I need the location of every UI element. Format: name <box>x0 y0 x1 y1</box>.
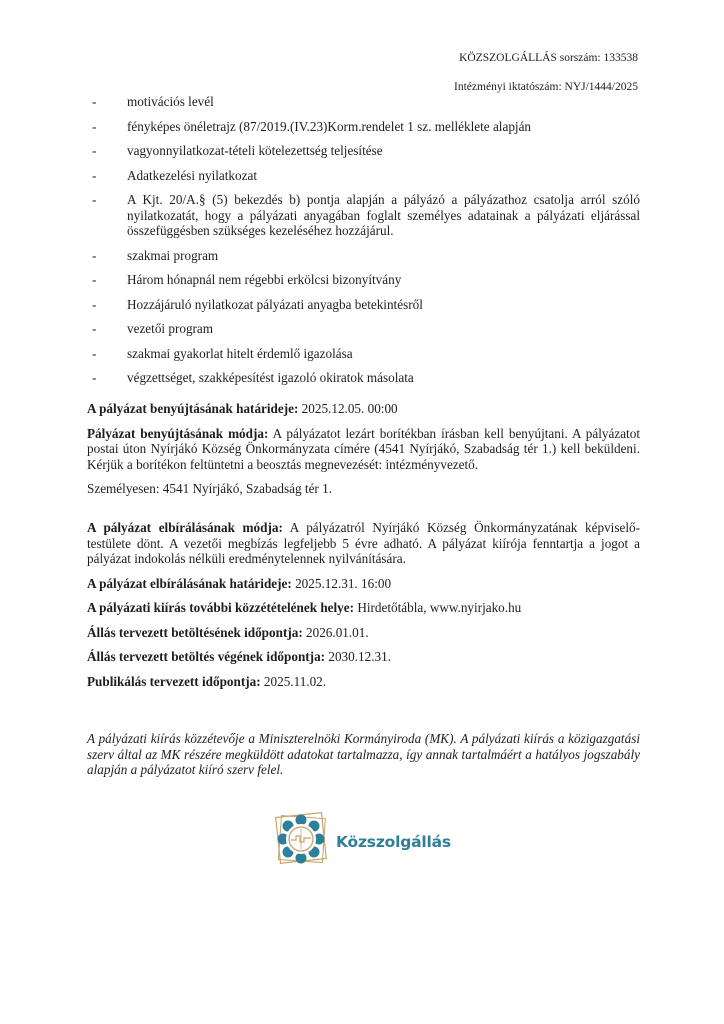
evaluation-method: A pályázat elbírálásának módja: A pályázatról Nyírjákó Község Önkormányzatának képviselő-testülete dönt. A vezetői megbízás legfeljebb 5 évre adható. A pályázat kiírója fenntartja a jogot a pályázat indokolás nélküli eredménytelennek nyilvánítására. <box>87 520 640 566</box>
submission-in-person: Személyesen: 4541 Nyírjákó, Szabadság tér 1. <box>87 481 332 496</box>
planned-start: Állás tervezett betöltésének időpontja: 2026.01.01. <box>87 624 369 640</box>
kozszolgallas-emblem-icon <box>272 810 330 873</box>
publisher-note: A pályázati kiírás közzétevője a Miniszterelnöki Kormányiroda (MK). A pályázati kiírás a közigazgatási szerv által az MK részére megküldött adatokat tartalmazza, így annak tartalmáért a hatályos jogszabály alapján a pályázatot kiíró szerv felel. <box>87 731 640 777</box>
list-item: - Három hónapnál nem régebbi erkölcsi bizonyítvány <box>92 272 402 287</box>
evaluation-section <box>87 520 640 698</box>
logo-text: Közszolgállás <box>336 832 451 851</box>
publication-place: A pályázati kiírás további közzétételének helye: Hirdetőtábla, www.nyirjako.hu <box>87 600 522 615</box>
planned-publication: Publikálás tervezett időpontja: 2025.11.02. <box>87 673 327 689</box>
list-item: - fényképes önéletrajz (87/2019.(IV.23)Korm.rendelet 1 sz. melléklete alapján <box>92 118 532 134</box>
submission-method: Pályázat benyújtásának módja: A pályázatot lezárt borítékban írásban kell benyújtani. A pályázatot postai úton Nyírjákó Község Önkormányzata címére (4541 Nyírjákó, Szabadság tér 1.) kell beküldeni. Kérjük a borítékon feltüntetni a beosztás megnevezését: intézményvezető. <box>87 425 640 472</box>
serial-number: KÖZSZOLGÁLLÁS sorszám: 133538 <box>459 52 638 64</box>
kozszolgallas-logo <box>272 810 451 873</box>
list-item: - vezetői program <box>92 321 214 336</box>
list-item: - vagyonnyilatkozat-tételi kötelezettség teljesítése <box>92 143 383 158</box>
list-item: - szakmai program <box>92 247 219 263</box>
submission-deadline: A pályázat benyújtásának határideje: 2025.12.05. 00:00 <box>87 401 398 416</box>
filing-number: Intézményi iktatószám: NYJ/1444/2025 <box>454 81 638 93</box>
required-documents-list <box>92 94 640 395</box>
list-item: - Adatkezelési nyilatkozat <box>92 167 257 183</box>
submission-section <box>87 401 640 506</box>
evaluation-deadline: A pályázat elbírálásának határideje: 2025.12.31. 16:00 <box>87 575 392 591</box>
planned-end: Állás tervezett betöltés végének időpontja: 2030.12.31. <box>87 649 391 664</box>
list-item: - motivációs levél <box>92 94 214 109</box>
list-item: - A Kjt. 20/A.§ (5) bekezdés b) pontja alapján a pályázó a pályázathoz csatolja arról szóló nyilatkozatát, hogy a pályázati anyagában foglalt személyes adatainak a pályázati eljárással összefüggésben szükséges kezeléséhez hozzájárul. <box>92 192 640 238</box>
list-item: - szakmai gyakorlat hitelt érdemlő igazolása <box>92 345 353 361</box>
list-item: - végzettséget, szakképesítést igazoló okiratok másolata <box>92 370 414 385</box>
list-item: - Hozzájáruló nyilatkozat pályázati anyagba betekintésről <box>92 296 423 312</box>
